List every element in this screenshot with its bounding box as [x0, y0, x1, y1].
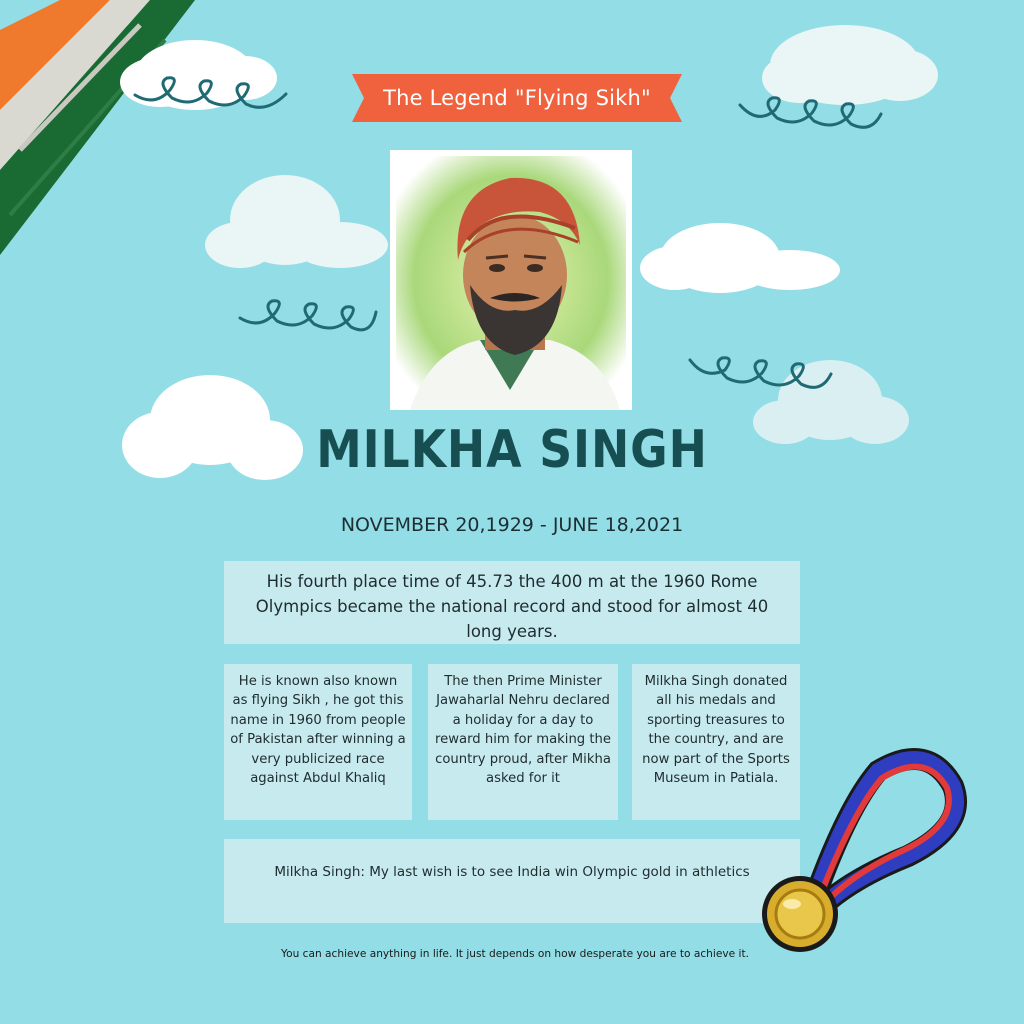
cloud-icon	[122, 375, 303, 480]
fact-card-main: His fourth place time of 45.73 the 400 m at the 1960 Rome Olympics became the national record and stood for almost 40 long years.	[224, 561, 800, 644]
cloud-icon	[640, 223, 840, 293]
hero-name: MILKHA SINGH	[316, 420, 708, 480]
fact-card: He is known also known as flying Sikh , he got this name in 1960 from people of Pakistan after winning a very publicized race against Abdul Khaliq	[224, 664, 412, 820]
swirl-icon	[240, 301, 376, 330]
fact-card: The then Prime Minister Jawaharlal Nehru declared a holiday for a day to reward him for making the country proud, after Mikha asked for it	[428, 664, 618, 820]
title-banner	[352, 70, 682, 126]
portrait-illustration	[390, 150, 632, 410]
fact-card: Milkha Singh donated all his medals and sporting treasures to the country, and are now part of the Sports Museum in Patiala.	[632, 664, 800, 820]
flag-brush-decoration	[0, 0, 195, 255]
gold-medal-icon	[758, 746, 968, 956]
banner-text: The Legend "Flying Sikh"	[383, 86, 651, 110]
quote-card: Milkha Singh: My last wish is to see India win Olympic gold in athletics	[224, 839, 800, 923]
cloud-icon	[762, 25, 938, 105]
footer-quote: You can achieve anything in life. It just depends on how desperate you are to achieve it.	[281, 948, 749, 960]
hero-dates: NOVEMBER 20,1929 - JUNE 18,2021	[340, 514, 684, 536]
cloud-icon	[205, 175, 388, 268]
